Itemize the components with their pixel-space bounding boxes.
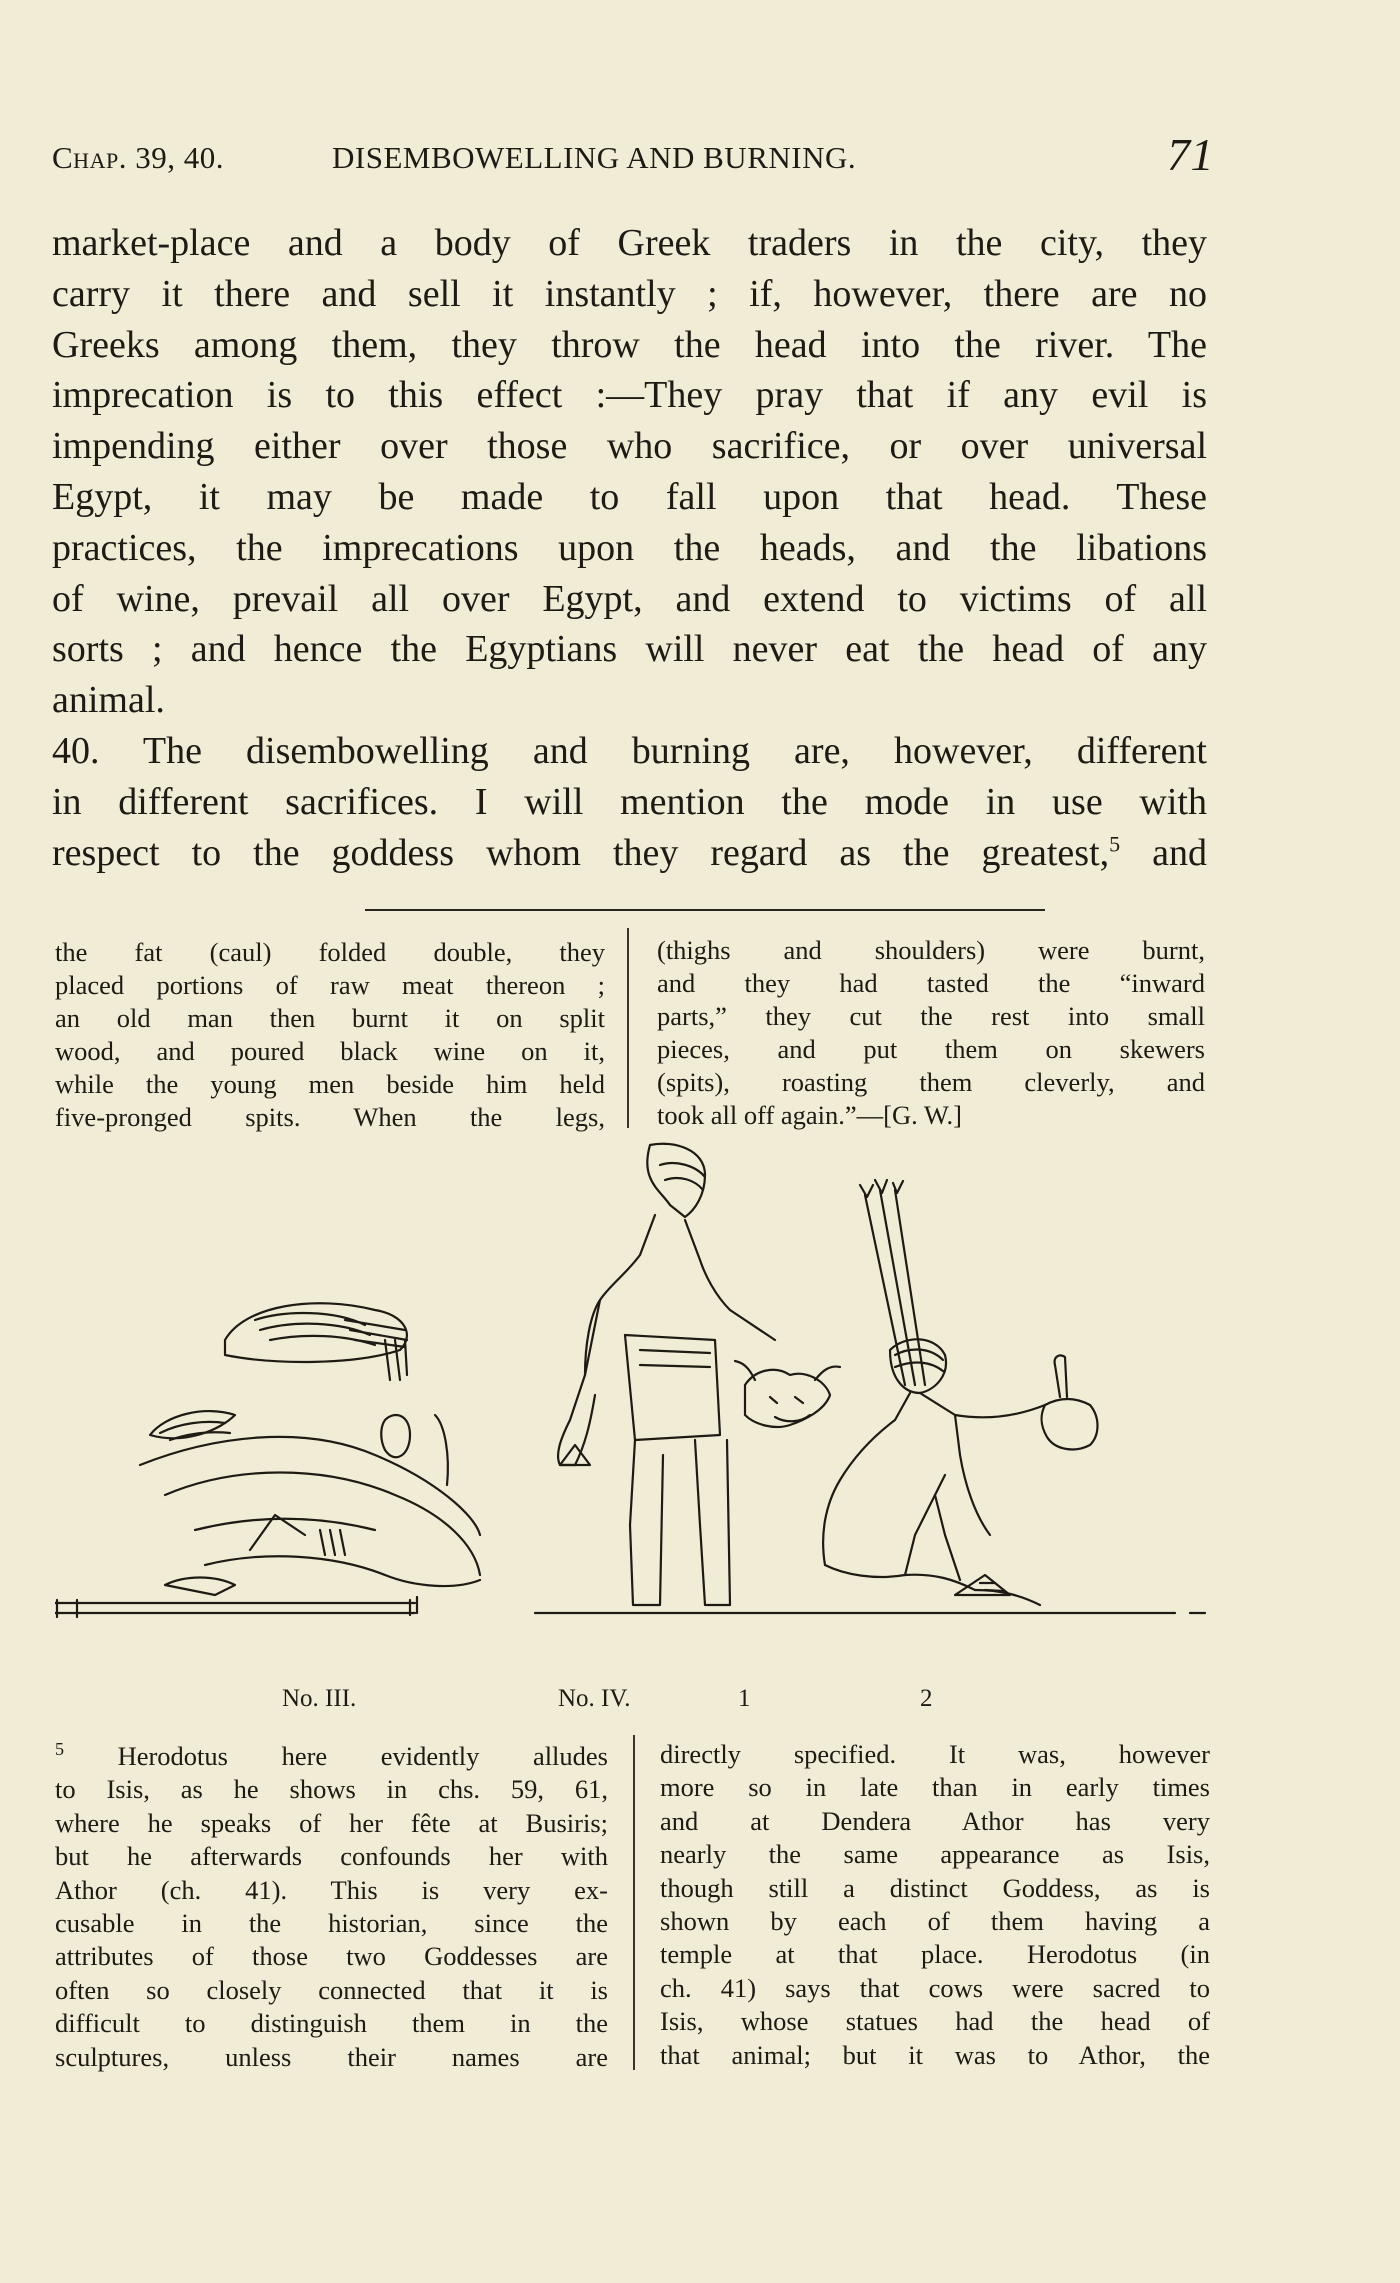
footnote-line: and at Dendera Athor has very [660, 1805, 1210, 1836]
footnote-line: shown by each of them having a [660, 1905, 1210, 1936]
note-line: the fat (caul) folded double, they [55, 937, 605, 967]
text-line: carry it there and sell it instantly ; if, however, there are no [52, 272, 1207, 315]
footnote-line: Isis, whose statues had the head of [660, 2006, 1210, 2037]
footnote-line: more so in late than in early times [660, 1772, 1210, 1803]
footnote-line: often so closely connected that it is [55, 1974, 608, 2005]
egyptian-sacrifice-illustration [55, 1135, 1215, 1680]
note-left-column [55, 936, 605, 1134]
text-line: impending either over those who sacrifice, or over universal [52, 425, 1207, 468]
footnote-left-column [55, 1740, 608, 2074]
note-line: while the young men beside him held [55, 1069, 605, 1099]
section-start-line: 40. The disembowelling and burning are, however, different [52, 729, 1207, 772]
bull-head-drawing [735, 1361, 840, 1427]
text-line: in different sacrifices. I will mention the mode in use with [52, 780, 1207, 823]
note-line: parts,” they cut the rest into small [657, 1001, 1205, 1031]
text-segment: Herodotus here evidently alludes [64, 1741, 608, 1771]
note-line: five-pronged spits. When the legs, [55, 1102, 605, 1132]
note-line: took all off again.”—[G. W.] [657, 1100, 962, 1130]
chapter-reference: Chap. 39, 40. [52, 140, 224, 175]
kneeling-figure-drawing [823, 1180, 1097, 1605]
column-divider [627, 928, 629, 1128]
footnote-line: cusable in the historian, since the [55, 1907, 608, 1938]
note-line: and they had tasted the “inward [657, 968, 1205, 998]
text-line: Greeks among them, they throw the head into the river. The [52, 323, 1207, 366]
figure-label-no4: No. IV. [558, 1685, 631, 1712]
footnote-line: though still a distinct Goddess, as is [660, 1872, 1210, 1903]
note-right-column [657, 934, 1205, 1132]
text-line: animal. [52, 679, 165, 722]
footnote-right-column [660, 1738, 1210, 2072]
footnote-line [55, 1740, 608, 1773]
note-line: (thighs and shoulders) were burnt, [657, 935, 1205, 965]
footnote-line: sculptures, unless their names are [55, 2041, 608, 2072]
figure-label-no3: No. III. [282, 1685, 357, 1712]
footnote-line: ch. 41) says that cows were sacred to [660, 1972, 1210, 2003]
footnote-line: directly specified. It was, however [660, 1739, 1210, 1769]
running-header [52, 128, 1212, 184]
footnote-reference[interactable]: 5 [1109, 830, 1121, 856]
standing-priest-drawing [558, 1144, 775, 1605]
figure-label-2: 2 [920, 1685, 933, 1712]
altar-offering-drawing [55, 1303, 480, 1617]
running-title: DISEMBOWELLING AND BURNING. [332, 140, 857, 175]
note-line: wood, and poured black wine on it, [55, 1036, 605, 1066]
text-line: Egypt, it may be made to fall upon that head. These [52, 475, 1207, 518]
footnote-line: to Isis, as he shows in chs. 59, 61, [55, 1774, 608, 1805]
footnote-line: Athor (ch. 41). This is very ex- [55, 1874, 608, 1905]
footnote-line: that animal; but it was to Athor, the [660, 2039, 1210, 2070]
note-line: (spits), roasting them cleverly, and [657, 1067, 1205, 1097]
text-line: of wine, prevail all over Egypt, and extend to victims of all [52, 577, 1207, 620]
text-line: imprecation is to this effect :—They pray that if any evil is [52, 374, 1207, 417]
main-text [52, 218, 1207, 878]
footnote-line: attributes of those two Goddesses are [55, 1941, 608, 1972]
text-line: sorts ; and hence the Egyptians will never eat the head of any [52, 628, 1207, 671]
text-segment: and [1120, 831, 1207, 874]
footnote-line: where he speaks of her fête at Busiris; [55, 1807, 608, 1838]
text-line: practices, the imprecations upon the heads, and the libations [52, 526, 1207, 569]
note-separator-rule [365, 909, 1045, 911]
text-line: market-place and a body of Greek traders in the city, they [52, 222, 1207, 264]
column-divider [633, 1735, 635, 2070]
footnote-marker: 5 [55, 1739, 64, 1760]
footnote-line: temple at that place. Herodotus (in [660, 1939, 1210, 1970]
figure-label-1: 1 [738, 1685, 751, 1712]
text-line-with-footnote [52, 828, 1207, 879]
footnote-line: but he afterwards confounds her with [55, 1841, 608, 1872]
note-line: pieces, and put them on skewers [657, 1034, 1205, 1064]
note-line: placed portions of raw meat thereon ; [55, 970, 605, 1000]
footnote-line: difficult to distinguish them in the [55, 2008, 608, 2039]
footnote-line: nearly the same appearance as Isis, [660, 1839, 1210, 1870]
text-segment: respect to the goddess whom they regard as the greatest, [52, 831, 1110, 874]
page-number: 71 [1167, 129, 1214, 180]
note-line: an old man then burnt it on split [55, 1003, 605, 1033]
